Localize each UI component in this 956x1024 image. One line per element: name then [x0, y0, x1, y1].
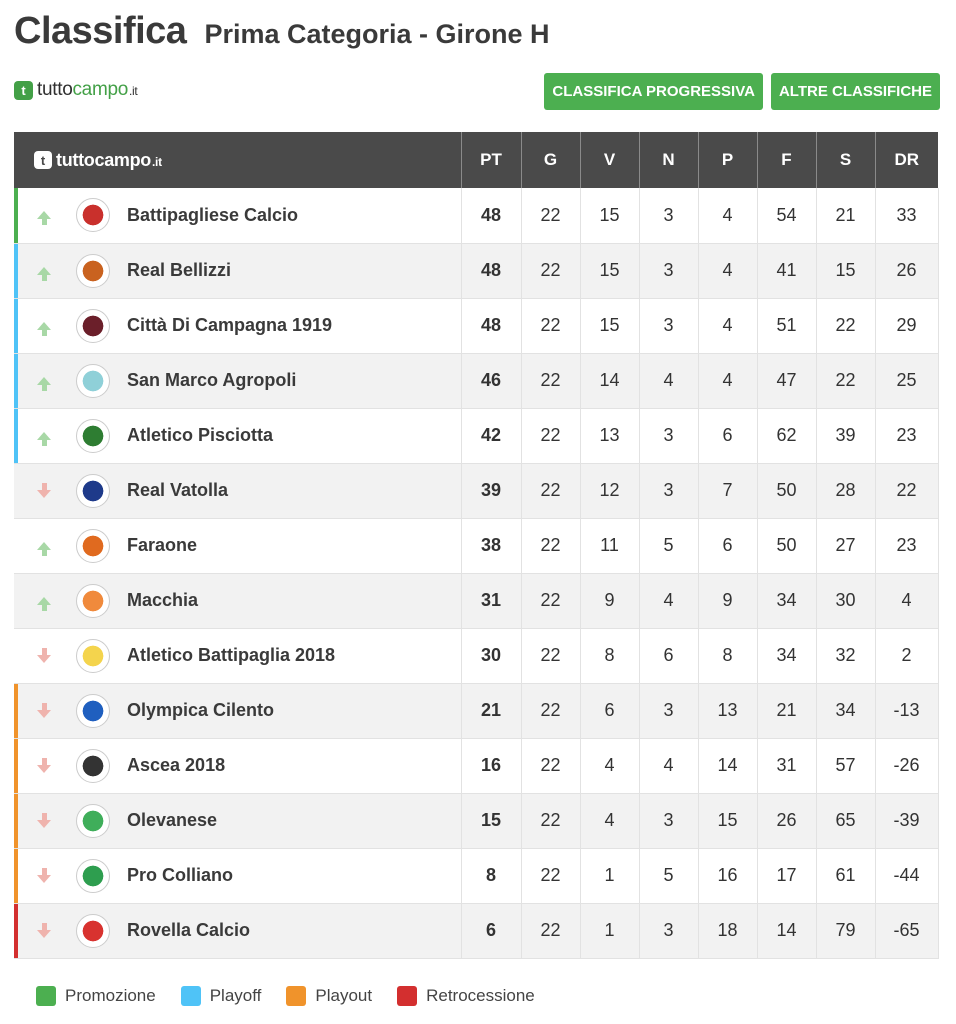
stat-s: 28	[816, 463, 875, 518]
team-crest-icon[interactable]	[76, 859, 110, 893]
trend-down-icon	[36, 758, 52, 773]
team-info	[14, 629, 461, 683]
legend-label: Retrocessione	[426, 986, 535, 1005]
stat-s: 32	[816, 628, 875, 683]
team-name-link[interactable]: Real Vatolla	[127, 480, 229, 500]
stat-pt: 21	[461, 683, 521, 738]
header-logo-tld: .it	[152, 154, 162, 169]
stat-s: 15	[816, 243, 875, 298]
stat-s: 27	[816, 518, 875, 573]
stat-v: 11	[580, 518, 639, 573]
team-cell	[14, 408, 461, 463]
logo-text-tld: .it	[129, 84, 138, 98]
stat-dr: -13	[875, 683, 938, 738]
team-info	[14, 354, 461, 408]
logo-text-pre: tutto	[37, 79, 73, 100]
zone-indicator	[14, 684, 18, 738]
stat-p: 6	[698, 518, 757, 573]
stat-f: 17	[757, 848, 816, 903]
stat-f: 21	[757, 683, 816, 738]
page-header	[14, 10, 550, 62]
table-row[interactable]	[14, 408, 938, 463]
stat-dr: 25	[875, 353, 938, 408]
stat-p: 15	[698, 793, 757, 848]
team-cell	[14, 848, 461, 903]
arrow-shape	[37, 710, 51, 718]
table-row[interactable]	[14, 353, 938, 408]
legend-swatch	[181, 986, 201, 1006]
team-cell	[14, 793, 461, 848]
zone-indicator	[14, 519, 18, 573]
legend-label: Playout	[315, 986, 373, 1005]
stat-g: 22	[521, 848, 580, 903]
stat-s: 34	[816, 683, 875, 738]
legend-item	[397, 986, 535, 1006]
standings-table-wrap	[14, 132, 938, 959]
team-name-link[interactable]: Atletico Battipaglia 2018	[127, 645, 336, 665]
team-cell	[14, 463, 461, 518]
trend-up-icon	[36, 432, 52, 440]
stat-n: 5	[639, 848, 698, 903]
stat-n: 3	[639, 298, 698, 353]
stat-n: 4	[639, 353, 698, 408]
stat-s: 22	[816, 298, 875, 353]
stat-g: 22	[521, 408, 580, 463]
team-crest-icon[interactable]	[76, 198, 110, 232]
zone-indicator	[14, 574, 18, 628]
legend-label: Playoff	[209, 986, 262, 1005]
stat-p: 14	[698, 738, 757, 793]
team-name-link[interactable]: San Marco Agropoli	[127, 370, 297, 390]
team-name-link[interactable]: Olympica Cilento	[127, 700, 275, 720]
stat-s: 65	[816, 793, 875, 848]
header-logo-accent: campo	[94, 149, 152, 170]
team-name-link[interactable]: Olevanese	[127, 810, 218, 830]
legend-item	[286, 986, 372, 1006]
table-row[interactable]	[14, 243, 938, 298]
team-name-link[interactable]: Real Bellizzi	[127, 260, 232, 280]
trend-down-icon	[36, 813, 52, 828]
stat-f: 41	[757, 243, 816, 298]
stat-f: 62	[757, 408, 816, 463]
stat-f: 51	[757, 298, 816, 353]
team-cell	[14, 518, 461, 573]
stat-pt: 48	[461, 298, 521, 353]
trend-up-icon	[36, 211, 52, 219]
stat-dr: 4	[875, 573, 938, 628]
team-cell	[14, 573, 461, 628]
stat-p: 4	[698, 243, 757, 298]
stat-g: 22	[521, 243, 580, 298]
page-title: Classifica	[14, 10, 187, 52]
stat-n: 3	[639, 188, 698, 243]
stat-s: 79	[816, 903, 875, 958]
column-header-v[interactable]: V	[580, 132, 639, 188]
stat-p: 16	[698, 848, 757, 903]
stat-dr: 29	[875, 298, 938, 353]
stat-s: 39	[816, 408, 875, 463]
stat-g: 22	[521, 903, 580, 958]
team-cell	[14, 628, 461, 683]
team-crest-icon[interactable]	[76, 584, 110, 618]
zone-indicator	[14, 244, 18, 298]
stat-f: 47	[757, 353, 816, 408]
stat-v: 8	[580, 628, 639, 683]
stat-s: 61	[816, 848, 875, 903]
stat-p: 9	[698, 573, 757, 628]
stat-v: 4	[580, 738, 639, 793]
arrow-shape	[37, 930, 51, 938]
table-row[interactable]	[14, 573, 938, 628]
arrow-shape	[37, 322, 51, 330]
team-crest-icon[interactable]	[76, 804, 110, 838]
classifica-progressiva-button[interactable]: CLASSIFICA PROGRESSIVA	[544, 73, 763, 110]
tuttocampo-logo-icon: t	[14, 81, 33, 100]
team-name-link[interactable]: Battipagliese Calcio	[127, 204, 299, 225]
trend-up-icon	[36, 322, 52, 330]
arrow-shape	[37, 597, 51, 605]
arrow-shape	[37, 655, 51, 663]
team-info	[14, 794, 461, 848]
team-info	[14, 464, 461, 518]
stat-n: 3	[639, 243, 698, 298]
stat-p: 4	[698, 188, 757, 243]
stat-pt: 30	[461, 628, 521, 683]
team-cell	[14, 243, 461, 298]
team-info	[14, 904, 461, 958]
arrow-shape	[37, 490, 51, 498]
table-row[interactable]	[14, 683, 938, 738]
stat-s: 22	[816, 353, 875, 408]
stat-pt: 15	[461, 793, 521, 848]
arrow-shape	[37, 820, 51, 828]
stat-v: 15	[580, 243, 639, 298]
stat-f: 50	[757, 518, 816, 573]
altre-classifiche-button[interactable]: ALTRE CLASSIFICHE	[771, 73, 940, 110]
stat-p: 13	[698, 683, 757, 738]
trend-down-icon	[36, 648, 52, 663]
stat-v: 12	[580, 463, 639, 518]
team-cell	[14, 683, 461, 738]
zone-indicator	[14, 354, 18, 408]
column-header-pt[interactable]: PT	[461, 132, 521, 188]
stat-f: 26	[757, 793, 816, 848]
zone-indicator	[14, 739, 18, 793]
stat-g: 22	[521, 573, 580, 628]
stat-s: 21	[816, 188, 875, 243]
table-row[interactable]	[14, 903, 938, 958]
stat-v: 1	[580, 848, 639, 903]
tuttocampo-logo[interactable]	[14, 79, 137, 101]
stat-v: 13	[580, 408, 639, 463]
team-info	[14, 519, 461, 573]
zone-indicator	[14, 629, 18, 683]
trend-down-icon	[36, 923, 52, 938]
table-row[interactable]	[14, 188, 938, 243]
arrow-shape	[37, 432, 51, 440]
stat-dr: 23	[875, 518, 938, 573]
stat-pt: 6	[461, 903, 521, 958]
stat-g: 22	[521, 738, 580, 793]
table-row[interactable]	[14, 518, 938, 573]
team-crest-icon[interactable]	[76, 254, 110, 288]
zone-indicator	[14, 794, 18, 848]
stat-s: 57	[816, 738, 875, 793]
team-name-link[interactable]: Ascea 2018	[127, 755, 226, 775]
team-name-link[interactable]: Rovella Calcio	[127, 920, 251, 940]
stat-g: 22	[521, 683, 580, 738]
stat-dr: 33	[875, 188, 938, 243]
stat-v: 1	[580, 903, 639, 958]
team-crest-icon[interactable]	[76, 914, 110, 948]
table-row[interactable]	[14, 848, 938, 903]
team-cell	[14, 738, 461, 793]
arrow-shape	[37, 765, 51, 773]
stat-p: 4	[698, 353, 757, 408]
team-info	[14, 299, 461, 353]
stat-pt: 39	[461, 463, 521, 518]
zone-indicator	[14, 849, 18, 903]
trend-up-icon	[36, 542, 52, 550]
team-info	[14, 684, 461, 738]
zone-indicator	[14, 299, 18, 353]
team-name-link[interactable]: Pro Colliano	[127, 865, 234, 885]
stat-v: 6	[580, 683, 639, 738]
team-info	[14, 188, 461, 242]
column-header-p[interactable]: P	[698, 132, 757, 188]
column-header-dr[interactable]: DR	[875, 132, 938, 188]
stat-v: 9	[580, 573, 639, 628]
stat-p: 4	[698, 298, 757, 353]
stat-dr: -44	[875, 848, 938, 903]
tuttocampo-logo-text	[37, 79, 137, 101]
stat-dr: -39	[875, 793, 938, 848]
header-logo	[34, 150, 461, 171]
stat-g: 22	[521, 518, 580, 573]
stat-pt: 31	[461, 573, 521, 628]
zone-indicator	[14, 464, 18, 518]
table-row[interactable]	[14, 463, 938, 518]
stat-n: 3	[639, 793, 698, 848]
zone-legend	[36, 986, 560, 1006]
stat-g: 22	[521, 628, 580, 683]
stat-pt: 46	[461, 353, 521, 408]
stat-n: 3	[639, 463, 698, 518]
trend-down-icon	[36, 703, 52, 718]
logo-text-accent: campo	[72, 79, 129, 100]
zone-indicator	[14, 904, 18, 958]
stat-pt: 16	[461, 738, 521, 793]
team-info	[14, 739, 461, 793]
team-info	[14, 574, 461, 628]
arrow-shape	[37, 542, 51, 550]
arrow-shape	[37, 267, 51, 275]
stat-n: 4	[639, 573, 698, 628]
legend-label: Promozione	[65, 986, 156, 1005]
trend-down-icon	[36, 868, 52, 883]
arrow-shape	[37, 875, 51, 883]
team-info	[14, 849, 461, 903]
standings-table	[14, 132, 939, 959]
stat-f: 34	[757, 573, 816, 628]
team-cell	[14, 353, 461, 408]
stat-g: 22	[521, 463, 580, 518]
stat-f: 14	[757, 903, 816, 958]
legend-item	[181, 986, 262, 1006]
team-crest-icon[interactable]	[76, 474, 110, 508]
stat-g: 22	[521, 353, 580, 408]
stat-g: 22	[521, 298, 580, 353]
column-header-s[interactable]: S	[816, 132, 875, 188]
team-cell	[14, 903, 461, 958]
legend-item	[36, 986, 156, 1006]
stat-n: 6	[639, 628, 698, 683]
stat-p: 6	[698, 408, 757, 463]
stat-pt: 48	[461, 188, 521, 243]
action-buttons	[544, 73, 940, 110]
arrow-shape	[37, 377, 51, 385]
stat-p: 7	[698, 463, 757, 518]
team-crest-icon[interactable]	[76, 749, 110, 783]
stat-v: 15	[580, 298, 639, 353]
team-crest-icon[interactable]	[76, 309, 110, 343]
stat-dr: 23	[875, 408, 938, 463]
stat-n: 5	[639, 518, 698, 573]
arrow-shape	[37, 211, 51, 219]
team-cell	[14, 188, 461, 243]
team-name-link[interactable]: Città Di Campagna 1919	[127, 315, 333, 335]
header-team-cell	[14, 132, 461, 188]
stat-v: 14	[580, 353, 639, 408]
page-subtitle: Prima Categoria - Girone H	[204, 19, 550, 49]
legend-swatch	[397, 986, 417, 1006]
stat-n: 3	[639, 903, 698, 958]
table-row[interactable]	[14, 628, 938, 683]
zone-indicator	[14, 188, 18, 243]
stat-dr: 2	[875, 628, 938, 683]
stat-v: 4	[580, 793, 639, 848]
stat-pt: 38	[461, 518, 521, 573]
team-crest-icon[interactable]	[76, 419, 110, 453]
standings-body	[14, 188, 938, 958]
stat-f: 50	[757, 463, 816, 518]
stat-dr: -65	[875, 903, 938, 958]
team-info	[14, 244, 461, 298]
table-header-row	[14, 132, 938, 188]
column-header-n[interactable]: N	[639, 132, 698, 188]
stat-pt: 8	[461, 848, 521, 903]
stat-v: 15	[580, 188, 639, 243]
team-cell	[14, 298, 461, 353]
legend-swatch	[286, 986, 306, 1006]
stat-n: 3	[639, 683, 698, 738]
header-logo-icon: t	[34, 151, 52, 169]
trend-up-icon	[36, 377, 52, 385]
team-info	[14, 409, 461, 463]
stat-pt: 42	[461, 408, 521, 463]
team-crest-icon[interactable]	[76, 639, 110, 673]
zone-indicator	[14, 409, 18, 463]
stat-p: 8	[698, 628, 757, 683]
stat-dr: 26	[875, 243, 938, 298]
stat-dr: 22	[875, 463, 938, 518]
trend-up-icon	[36, 597, 52, 605]
legend-swatch	[36, 986, 56, 1006]
stat-f: 31	[757, 738, 816, 793]
team-crest-icon[interactable]	[76, 364, 110, 398]
stat-g: 22	[521, 793, 580, 848]
team-name-link[interactable]: Macchia	[127, 590, 199, 610]
team-crest-icon[interactable]	[76, 529, 110, 563]
header-logo-pre: tutto	[56, 149, 95, 170]
team-crest-icon[interactable]	[76, 694, 110, 728]
column-header-f[interactable]: F	[757, 132, 816, 188]
stat-n: 4	[639, 738, 698, 793]
stat-p: 18	[698, 903, 757, 958]
stat-f: 54	[757, 188, 816, 243]
stat-pt: 48	[461, 243, 521, 298]
stat-s: 30	[816, 573, 875, 628]
table-row[interactable]	[14, 738, 938, 793]
column-header-g[interactable]: G	[521, 132, 580, 188]
table-row[interactable]	[14, 298, 938, 353]
trend-down-icon	[36, 483, 52, 498]
stat-f: 34	[757, 628, 816, 683]
table-row[interactable]	[14, 793, 938, 848]
stat-n: 3	[639, 408, 698, 463]
team-name-link[interactable]: Faraone	[127, 535, 198, 555]
team-name-link[interactable]: Atletico Pisciotta	[127, 425, 274, 445]
trend-up-icon	[36, 267, 52, 275]
stat-dr: -26	[875, 738, 938, 793]
stat-g: 22	[521, 188, 580, 243]
header-logo-text	[56, 150, 162, 171]
